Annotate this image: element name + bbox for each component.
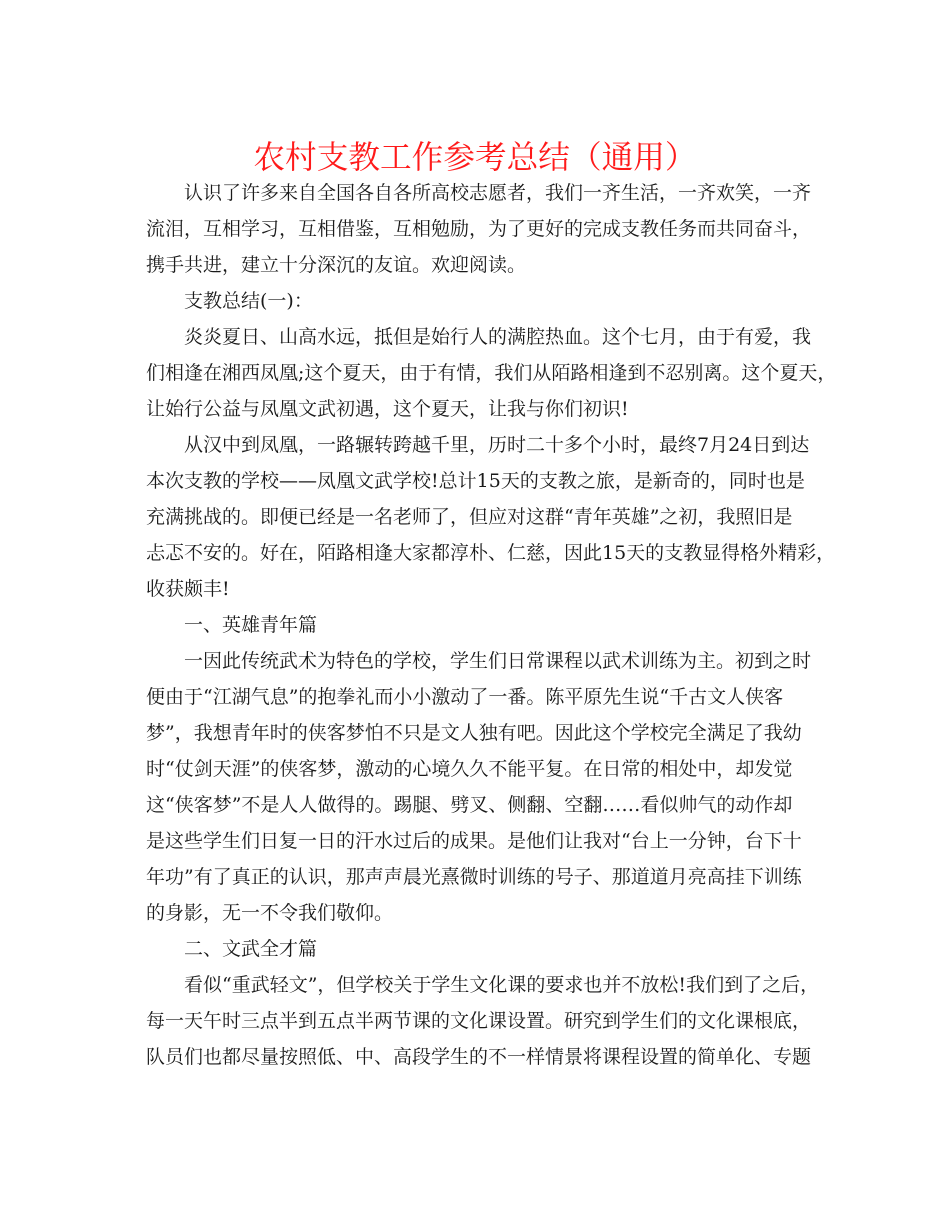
paragraph-line: 时“仗剑天涯”的侠客梦，激动的心境久久不能平复。在日常的相处中，却发觉	[146, 758, 793, 780]
paragraph-line: 便由于“江湖气息”的抱拳礼而小小激动了一番。陈平原先生说“千古文人侠客	[146, 686, 784, 708]
paragraph-line: 收获颇丰!	[146, 578, 230, 600]
paragraph-line: 携手共进，建立十分深沉的友谊。欢迎阅读。	[146, 254, 527, 276]
paragraph-line: 从汉中到凤凰，一路辗转跨越千里，历时二十多个小时，最终7月24日到达	[184, 434, 810, 456]
paragraph-line: 年功”有了真正的认识，那声声晨光熹微时训练的号子、那道道月亮高挂下训练	[146, 866, 802, 888]
paragraph-line: 让始行公益与凤凰文武初遇，这个夏天，让我与你们初识!	[146, 398, 629, 420]
paragraph-line: 本次支教的学校——凤凰文武学校!总计15天的支教之旅，是新奇的，同时也是	[146, 470, 805, 492]
paragraph-line: 队员们也都尽量按照低、中、高段学生的不一样情景将课程设置的简单化、专题	[146, 1046, 812, 1068]
paragraph-line: 这“侠客梦”不是人人做得的。踢腿、劈叉、侧翻、空翻……看似帅气的动作却	[146, 794, 793, 816]
paragraph-line: 每一天午时三点半到五点半两节课的文化课设置。研究到学生们的文化课根底，	[146, 1010, 812, 1032]
paragraph-line: 看似“重武轻文”，但学校关于学生文化课的要求也并不放松!我们到了之后，	[184, 974, 820, 996]
paragraph-line: 梦”，我想青年时的侠客梦怕不只是文人独有吧。因此这个学校完全满足了我幼	[146, 722, 802, 744]
paragraph-line: 忐忑不安的。好在，陌路相逢大家都淳朴、仁慈，因此15天的支教显得格外精彩，	[146, 542, 836, 564]
paragraph-line: 一因此传统武术为特色的学校，学生们日常课程以武术训练为主。初到之时	[184, 650, 812, 672]
section-heading: 支教总结(一)：	[184, 290, 313, 312]
paragraph-line: 认识了许多来自全国各自各所高校志愿者，我们一齐生活，一齐欢笑，一齐	[184, 182, 812, 204]
paragraph-line: 炎炎夏日、山高水远，抵但是始行人的满腔热血。这个七月，由于有爱，我	[184, 326, 812, 348]
paragraph-line: 是这些学生们日复一日的汗水过后的成果。是他们让我对“台上一分钟，台下十	[146, 830, 802, 852]
section-heading: 一、英雄青年篇	[184, 614, 318, 636]
paragraph-line: 充满挑战的。即便已经是一名老师了，但应对这群“青年英雄”之初，我照旧是	[146, 506, 793, 528]
paragraph-line: 流泪，互相学习，互相借鉴，互相勉励，为了更好的完成支教任务而共同奋斗，	[146, 218, 812, 240]
paragraph-line: 的身影，无一不令我们敬仰。	[146, 902, 394, 924]
section-heading: 二、文武全才篇	[184, 938, 318, 960]
paragraph-line: 们相逢在湘西凤凰;这个夏天，由于有情，我们从陌路相逢到不忍别离。这个夏天，	[146, 362, 837, 384]
document-title: 农村支教工作参考总结（通用）	[253, 140, 697, 176]
